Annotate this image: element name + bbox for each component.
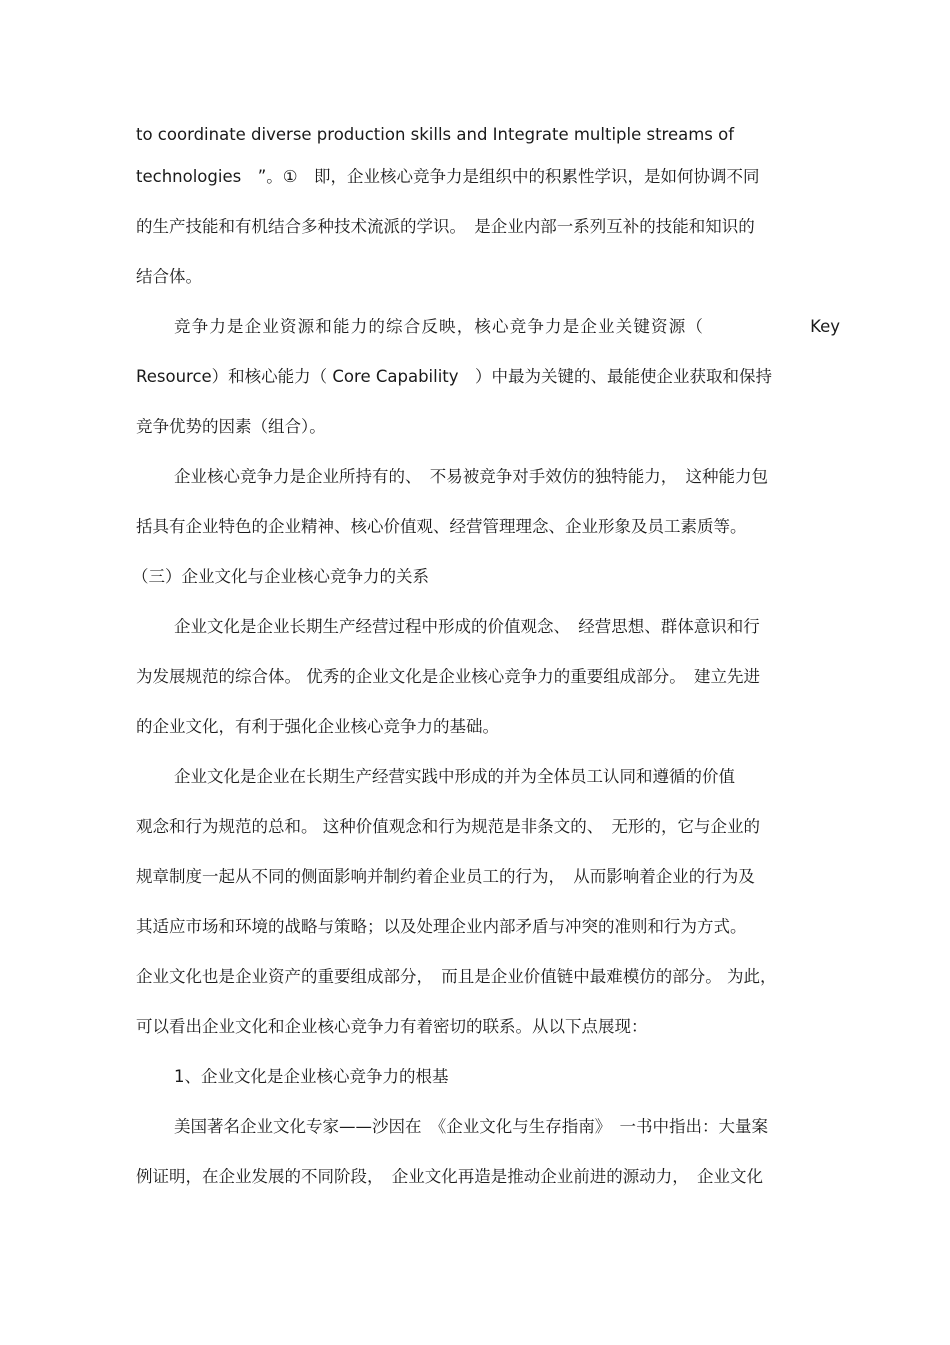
text-line: to coordinate diverse production skills and Integrate multiple streams of (136, 125, 735, 144)
section-heading: （三）企业文化与企业核心竞争力的关系 (132, 567, 429, 586)
text-line: 企业文化也是企业资产的重要组成部分， 而且是企业价值链中最难模仿的部分。 为此， (136, 967, 777, 986)
text-line: 其适应市场和环境的战略与策略；以及处理企业内部矛盾与冲突的准则和行为方式。 (136, 917, 747, 936)
text-line: 为发展规范的综合体。 优秀的企业文化是企业核心竞争力的重要组成部分。 建立先进 (136, 667, 760, 686)
text-line: Resource）和核心能力（ Core Capability ）中最为关键的、最能使企业获取和保持 (136, 367, 773, 386)
subsection-heading: 1、企业文化是企业核心竞争力的根基 (174, 1067, 449, 1086)
text-line: 例证明，在企业发展的不同阶段， 企业文化再造是推动企业前进的源动力， 企业文化 (136, 1167, 763, 1186)
text-line: 竞争力是企业资源和能力的综合反映，核心竞争力是企业关键资源（ Key (174, 317, 840, 336)
text-line: 规章制度一起从不同的侧面影响并制约着企业员工的行为， 从而影响着企业的行为及 (136, 867, 755, 886)
text-line: 结合体。 (136, 267, 202, 286)
text-line: 企业文化是企业长期生产经营过程中形成的价值观念、 经营思想、群体意识和行 (174, 617, 760, 636)
text-line: 观念和行为规范的总和。 这种价值观念和行为规范是非条文的、 无形的，它与企业的 (136, 817, 760, 836)
text-line: technologies ”。① 即，企业核心竞争力是组织中的积累性学识，是如何协调不同 (136, 167, 760, 186)
text-line: 竞争优势的因素（组合）。 (136, 417, 326, 436)
text-line: 括具有企业特色的企业精神、核心价值观、经营管理理念、企业形象及员工素质等。 (136, 517, 747, 536)
text-line: 美国著名企业文化专家——沙因在 《企业文化与生存指南》 一书中指出：大量案 (174, 1117, 768, 1136)
text-line: 的生产技能和有机结合多种技术流派的学识。 是企业内部一系列互补的技能和知识的 (136, 217, 755, 236)
text-line: 企业文化是企业在长期生产经营实践中形成的并为全体员工认同和遵循的价值 (174, 767, 735, 786)
text-line: 可以看出企业文化和企业核心竞争力有着密切的联系。从以下点展现： (136, 1017, 648, 1036)
text-line: 企业核心竞争力是企业所持有的、 不易被竞争对手效仿的独特能力， 这种能力包 (174, 467, 768, 486)
text-line: 的企业文化，有利于强化企业核心竞争力的基础。 (136, 717, 499, 736)
